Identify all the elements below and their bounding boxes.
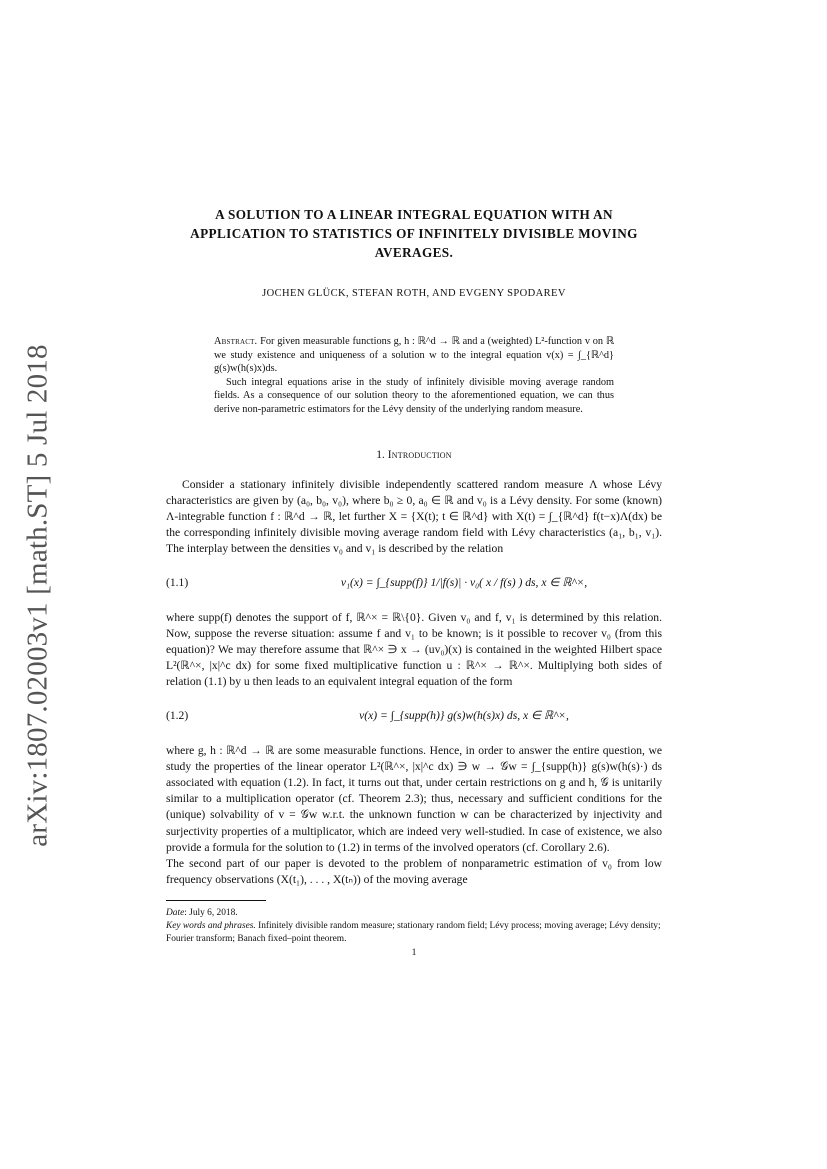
intro-paragraph-4: The second part of our paper is devoted to the problem of nonparametric estimation of v₀ from low frequency observations (X(t₁), . . . , X(tₙ)) of the moving average	[166, 857, 662, 887]
equation-1-1-label: (1.1)	[166, 576, 189, 590]
section-body	[166, 477, 662, 889]
abstract-label: Abstract.	[214, 336, 258, 347]
equation-1-2-label: (1.2)	[166, 709, 189, 723]
footnote-keywords-text: Infinitely divisible random measure; stationary random field; Lévy process; moving average; Lévy density; Fourier transform; Banach fixed–point theorem.	[166, 921, 661, 944]
page-number: 1	[411, 947, 417, 959]
footnote-date	[166, 907, 662, 920]
intro-paragraph-3: where g, h : ℝ^d → ℝ are some measurable functions. Hence, in order to answer the entire question, we study the properties of the linear operator L²(ℝ^×, |x|^c dx) ∋ w → 𝒢w = ∫_{supp(h)} g(s)w(h(s)·) ds associated with equation (1.2). In fact, it turns out that, under certain restrictions on g and h, 𝒢 is unitarily similar to a multiplication operator (cf. Theorem 2.3); thus, necessary and sufficient conditions for the (unique) solvability of v = 𝒢w w.r.t. the unknown function w can be characterized by injectivity and surjectivity properties of a multiplicator, which are indeed very well-studied. In case of existence, we also provide a formula for the solution to (1.2) in terms of the involved operators (cf. Corollary 2.6).	[166, 743, 662, 854]
footnote-keywords-label: Key words and phrases.	[166, 921, 256, 932]
abstract-paragraph-2: Such integral equations arise in the study of infinitely divisible moving average random fields. As a consequence of our solution theory to the aforementioned equation, we can thus derive non-parametric estimators for the Lévy density of the underlying random measure.	[214, 376, 614, 415]
equation-1-2-expression: v(x) = ∫_{supp(h)} g(s)w(h(s)x) ds, x ∈ ℝ^×,	[359, 709, 569, 723]
equation-1-1	[166, 558, 662, 610]
abstract-text-1: For given measurable functions g, h : ℝ^d → ℝ and a (weighted) L²-function v on ℝ we study existence and uniqueness of a solution w to the integral equation v(x) = ∫_{ℝ^d} g(s)w(h(s)x)ds.	[214, 336, 614, 375]
section-title: Introduction	[387, 448, 452, 461]
section-heading	[166, 449, 662, 461]
abstract-paragraph-1	[214, 335, 614, 376]
paper-page	[166, 205, 662, 958]
footnotes	[166, 907, 662, 945]
abstract	[214, 335, 614, 417]
footnote-date-value: : July 6, 2018.	[184, 908, 238, 919]
footnote-date-label: Date	[166, 908, 185, 919]
author-list: JOCHEN GLÜCK, STEFAN ROTH, AND EVGENY SPODAREV	[262, 288, 566, 299]
arxiv-identifier-text: arXiv:1807.02003v1 [math.ST] 5 Jul 2018	[21, 343, 54, 847]
section-number: 1.	[376, 448, 385, 461]
intro-paragraph-1: Consider a stationary infinitely divisible independently scattered random measure Λ whose Lévy characteristics are given by (a₀, b₀, v₀), where b₀ ≥ 0, a₀ ∈ ℝ and v₀ is a Lévy density. For some (known) Λ-integrable function f : ℝ^d → ℝ, let further X = {X(t); t ∈ ℝ^d} with X(t) = ∫_{ℝ^d} f(t−x)Λ(dx) be the corresponding infinitely divisible moving average random field with Lévy characteristics (a₁, b₁, v₁). The interplay between the densities v₀ and v₁ is described by the relation	[166, 477, 662, 556]
footnote-rule	[166, 900, 266, 901]
arxiv-identifier	[14, 343, 62, 847]
intro-paragraph-2: where supp(f) denotes the support of f, ℝ^× = ℝ\{0}. Given v₀ and f, v₁ is determined by this relation. Now, suppose the reverse situation: assume f and v₁ to be known; is it possible to recover v₀ (from this equation)? We may therefore assume that ℝ^× ∋ x → (uv₀)(x) is contained in the weighted Hilbert space L²(ℝ^×, |x|^c dx) for some fixed multiplicative function u : ℝ^× → ℝ^×. Multiplying both sides of relation (1.1) by u then leads to an equivalent integral equation of the form	[166, 610, 662, 689]
equation-1-2	[166, 691, 662, 743]
paper-title: A SOLUTION TO A LINEAR INTEGRAL EQUATION WITH AN APPLICATION TO STATISTICS OF INFINITELY DIVISIBLE MOVING AVERAGES.	[190, 207, 638, 260]
footnote-keywords	[166, 920, 662, 945]
equation-1-1-expression: v₁(x) = ∫_{supp(f)} 1/|f(s)| · v₀( x / f(s) ) ds, x ∈ ℝ^×,	[340, 576, 588, 590]
